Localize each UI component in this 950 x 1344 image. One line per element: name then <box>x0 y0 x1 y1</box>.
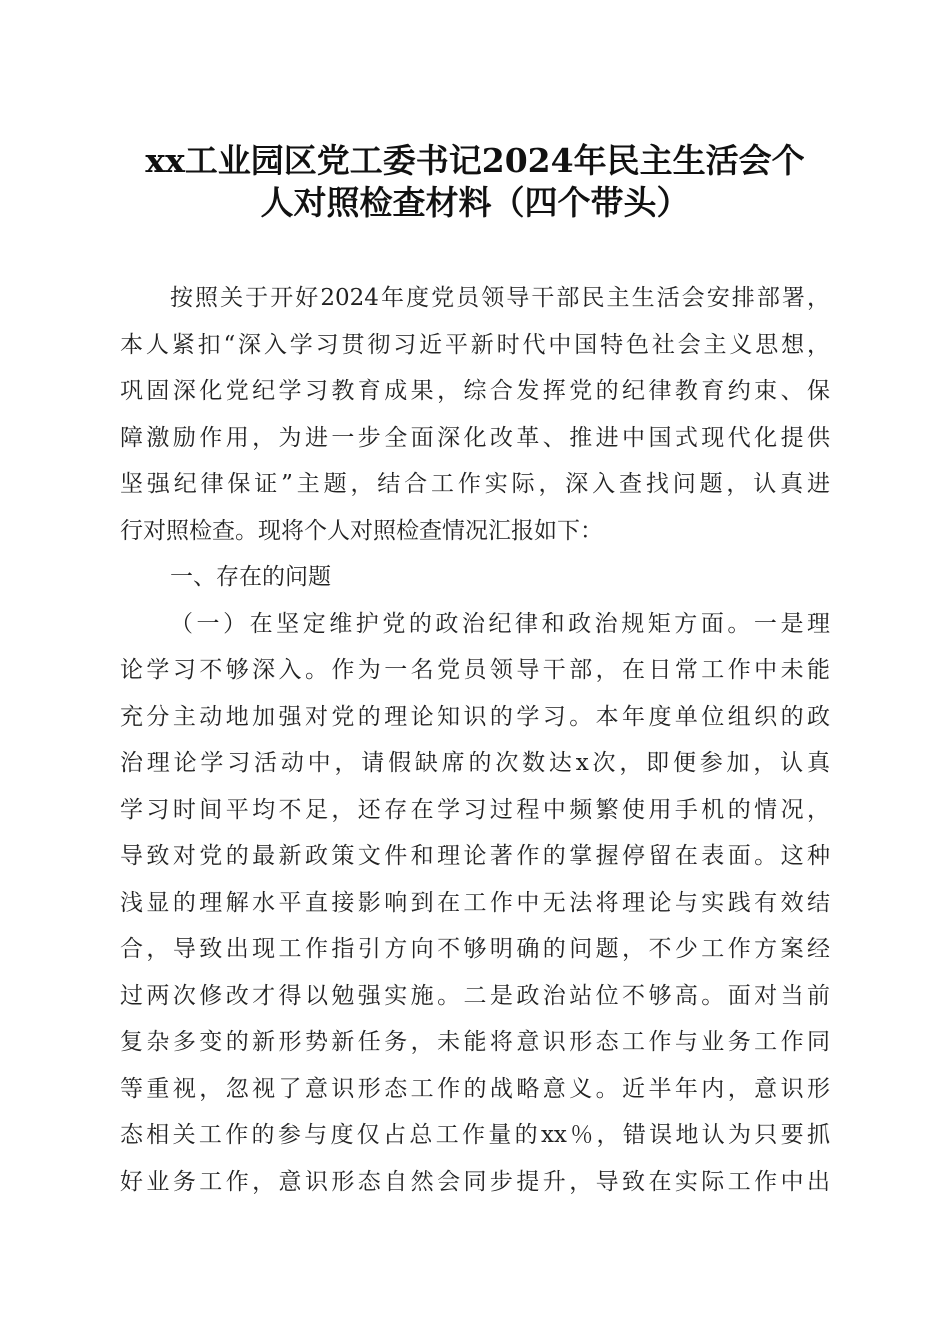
intro-line-5: 坚强纪律保证”主题，结合工作实际，深入查找问题，认真进 <box>120 471 830 497</box>
intro-line-2: 本人紧扣“深入学习贯彻习近平新时代中国特色社会主义思想， <box>120 331 830 358</box>
intro-line-1: 按照关于开好2024年度党员领导干部民主生活会安排部署， <box>170 285 830 311</box>
section-line-1: （一）在坚定维护党的政治纪律和政治规矩方面。一是理 <box>170 610 830 637</box>
section-line-13: 好业务工作，意识形态自然会同步提升，导致在实际工作中出 <box>120 1168 830 1195</box>
section-line-2: 论学习不够深入。作为一名党员领导干部，在日常工作中未能 <box>120 657 830 683</box>
section-line-5: 学习时间平均不足，还存在学习过程中频繁使用手机的情况， <box>120 796 830 823</box>
intro-line-4: 障激励作用，为进一步全面深化改革、推进中国式现代化提供 <box>120 424 830 451</box>
section-line-10: 复杂多变的新形势新任务，未能将意识形态工作与业务工作同 <box>120 1029 830 1055</box>
section-heading: 一、存在的问题 <box>170 564 331 590</box>
title-line-1: xx工业园区党工委书记2024年民主生活会个 <box>145 141 805 180</box>
document-title <box>100 140 850 224</box>
section-line-8: 合，导致出现工作指引方向不够明确的问题，不少工作方案经 <box>120 936 830 962</box>
section-line-9: 过两次修改才得以勉强实施。二是政治站位不够高。面对当前 <box>120 982 830 1009</box>
document-body <box>120 278 830 1208</box>
section-line-3: 充分主动地加强对党的理论知识的学习。本年度单位组织的政 <box>120 703 830 730</box>
section-line-12: 态相关工作的参与度仅占总工作量的xx％，错误地认为只要抓 <box>120 1122 830 1148</box>
section-line-6: 导致对党的最新政策文件和理论著作的掌握停留在表面。这种 <box>120 843 830 869</box>
intro-line-6: 行对照检查。现将个人对照检查情况汇报如下： <box>120 517 603 544</box>
section-line-11: 等重视，忽视了意识形态工作的战略意义。近半年内，意识形 <box>120 1075 830 1102</box>
section-line-4: 治理论学习活动中，请假缺席的次数达x次，即便参加，认真 <box>120 750 830 776</box>
section-line-7: 浅显的理解水平直接影响到在工作中无法将理论与实践有效结 <box>120 889 830 916</box>
title-line-2: 人对照检查材料（四个带头） <box>260 183 690 222</box>
intro-line-3: 巩固深化党纪学习教育成果，综合发挥党的纪律教育约束、保 <box>120 378 830 404</box>
